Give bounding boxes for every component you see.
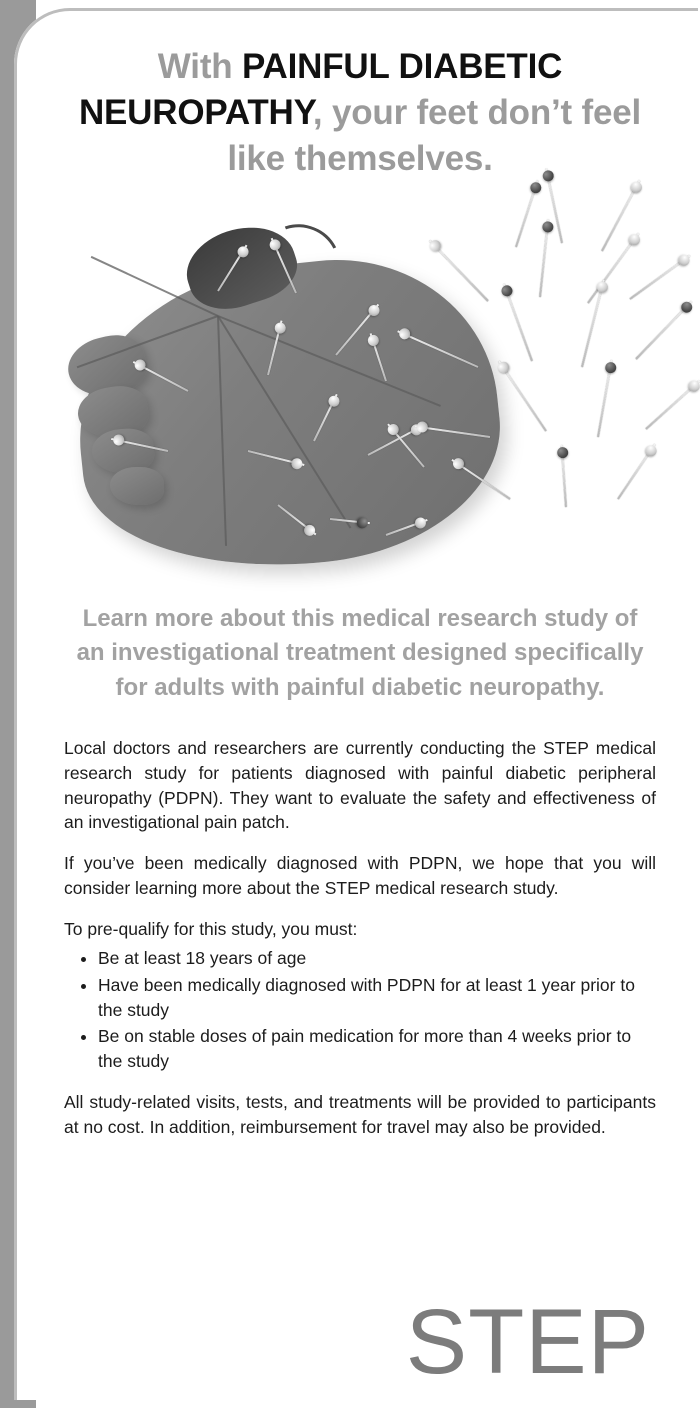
headline-part-2: , your feet don’t feel like themselves.: [227, 93, 642, 179]
page-title: [60, 44, 660, 183]
qualify-intro: To pre-qualify for this study, you must:: [64, 919, 358, 940]
step-logo-text: STEP: [405, 1290, 650, 1393]
content-column: [60, 0, 660, 1408]
list-item: • Have been medically diagnosed with PDPN for at least 1 year prior to the study: [98, 973, 656, 1023]
subheading: Learn more about this medical research study of an investigational treatment designed specifically for adults with painful diabetic neuropathy.: [76, 604, 644, 702]
list-item: • Be at least 18 years of age: [98, 946, 656, 971]
step-logo: [405, 1290, 650, 1393]
pincushion-foot-icon: [68, 205, 528, 585]
foot-toe-icon: [110, 467, 164, 505]
headline-emphasis: PAINFUL DIABETIC NEUROPATHY: [78, 47, 563, 133]
paragraph-cost: All study-related visits, tests, and treatments will be provided to participants at no cost. In addition, reimbursement for travel may also be provided.: [64, 1092, 656, 1137]
pin-pile-icon: [470, 241, 700, 571]
list-item: • Be on stable doses of pain medication for more than 4 weeks prior to the study: [98, 1024, 656, 1074]
body-copy: [60, 736, 660, 1140]
hero-illustration: [60, 201, 660, 586]
paragraph-invitation: If you’ve been medically diagnosed with PDPN, we hope that you will consider learning more about the STEP medical research study.: [64, 853, 656, 899]
headline-part-1: With: [157, 47, 242, 86]
qualification-list: [64, 946, 656, 1074]
paragraph-intro: Local doctors and researchers are currently conducting the STEP medical research study for patients diagnosed with painful diabetic peripheral neuropathy (PDPN). They want to evaluate the safety and effectiveness of an investigational pain patch.: [64, 737, 656, 833]
